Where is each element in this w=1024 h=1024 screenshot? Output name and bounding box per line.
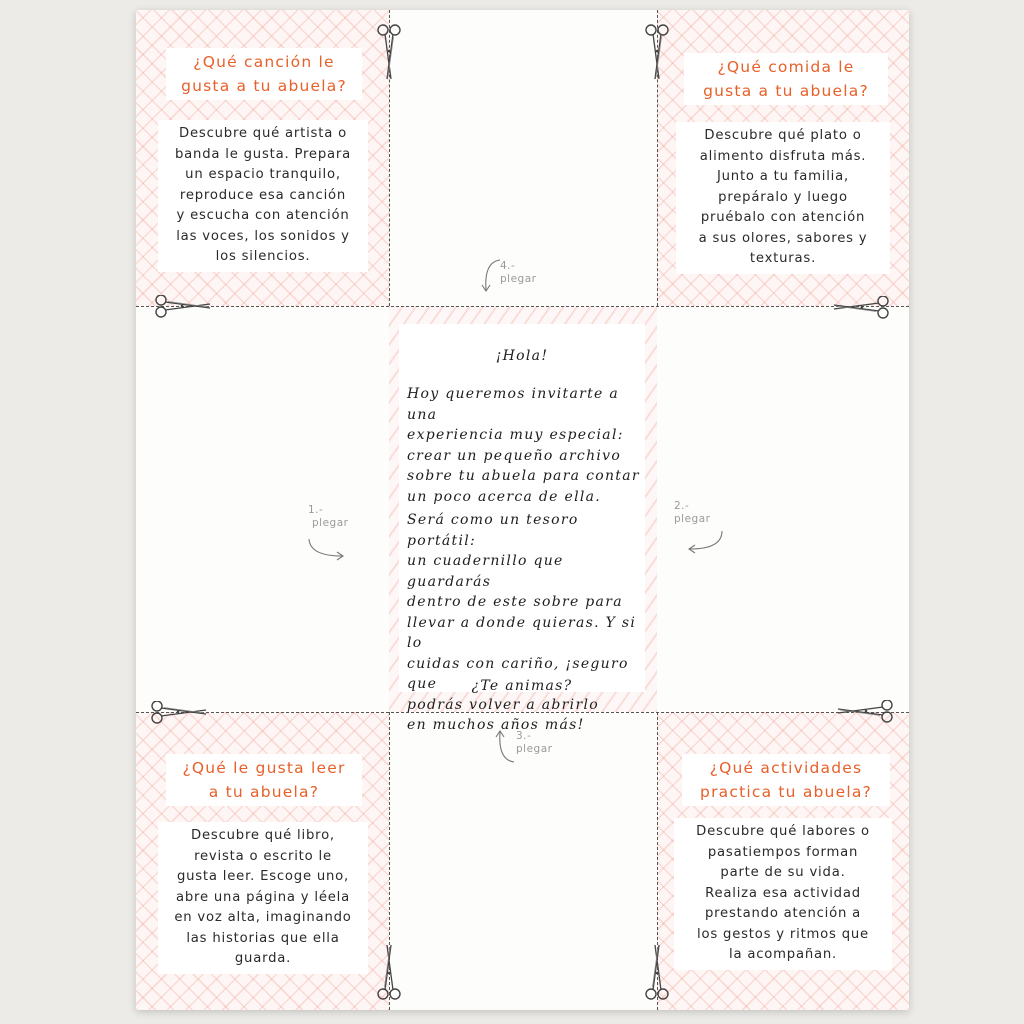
fold-number: 3.- bbox=[516, 730, 532, 742]
scissors-icon bbox=[832, 700, 894, 724]
card-food-body: Descubre qué plato o alimento disfruta más. Junto a tu familia, prepáralo y luego pruébalo con atención a sus olores, sabores y texturas. bbox=[676, 122, 890, 274]
card-song-body: Descubre qué artista o banda le gusta. Prepara un espacio tranquilo, reproduce esa canción y escucha con atención las voces, los sonidos y los silencios. bbox=[158, 120, 368, 272]
fold-number: 4.- bbox=[500, 260, 516, 272]
card-food-title: ¿Qué comida le gusta a tu abuela? bbox=[684, 53, 888, 105]
letter-closing: ¿Te animas? bbox=[471, 678, 573, 694]
card-reading-title: ¿Qué le gusta leer a tu abuela? bbox=[166, 754, 362, 806]
fold-instruction-1 bbox=[308, 504, 348, 530]
scissors-icon bbox=[828, 296, 890, 320]
fold-arrow-icon bbox=[492, 726, 518, 766]
scissors-icon bbox=[377, 20, 401, 84]
letter-paragraph-2: Será como un tesoro portátil: un cuadernillo que guardarás dentro de este sobre para llevar a donde quieras. Y si lo cuidas con cariño, ¡seguro que podrás volver a abrirlo en muchos años más! bbox=[407, 512, 637, 733]
scissors-icon bbox=[645, 20, 669, 84]
printable-sheet bbox=[136, 10, 909, 1010]
scissors-icon bbox=[150, 701, 212, 725]
letter-greeting: ¡Hola! bbox=[495, 348, 549, 364]
fold-label: plegar bbox=[500, 273, 537, 285]
fold-arrow-icon bbox=[306, 536, 350, 562]
card-activities-title: ¿Qué actividades practica tu abuela? bbox=[682, 754, 890, 806]
fold-number: 2.- bbox=[674, 500, 690, 512]
letter-paragraph-1: Hoy queremos invitarte a una experiencia muy especial: crear un pequeño archivo sobre tu abuela para contar un poco acerca de ella. bbox=[407, 386, 640, 505]
fold-arrow-icon bbox=[682, 528, 726, 554]
card-reading-body: Descubre qué libro, revista o escrito le gusta leer. Escoge uno, abre una página y léela en voz alta, imaginando las historias que ella guarda. bbox=[158, 822, 368, 974]
scissors-icon bbox=[377, 940, 401, 1004]
cut-line-bottom bbox=[136, 712, 909, 713]
fold-label: plegar bbox=[312, 517, 349, 529]
card-song-title: ¿Qué canción le gusta a tu abuela? bbox=[166, 48, 362, 100]
card-activities-body: Descubre qué labores o pasatiempos forman parte de su vida. Realiza esa actividad prestando atención a los gestos y ritmos que la acompañan. bbox=[674, 818, 892, 970]
fold-label: plegar bbox=[516, 743, 553, 755]
scissors-icon bbox=[154, 295, 216, 319]
letter-card bbox=[399, 324, 645, 733]
fold-instruction-3 bbox=[516, 730, 552, 756]
scissors-icon bbox=[645, 940, 669, 1004]
cut-line-top bbox=[136, 306, 909, 307]
fold-arrow-icon bbox=[478, 256, 504, 296]
letter-panel bbox=[389, 306, 657, 733]
fold-number: 1.- bbox=[308, 504, 324, 516]
fold-label: plegar bbox=[674, 513, 711, 525]
fold-instruction-4 bbox=[500, 260, 536, 286]
fold-instruction-2 bbox=[674, 500, 710, 526]
